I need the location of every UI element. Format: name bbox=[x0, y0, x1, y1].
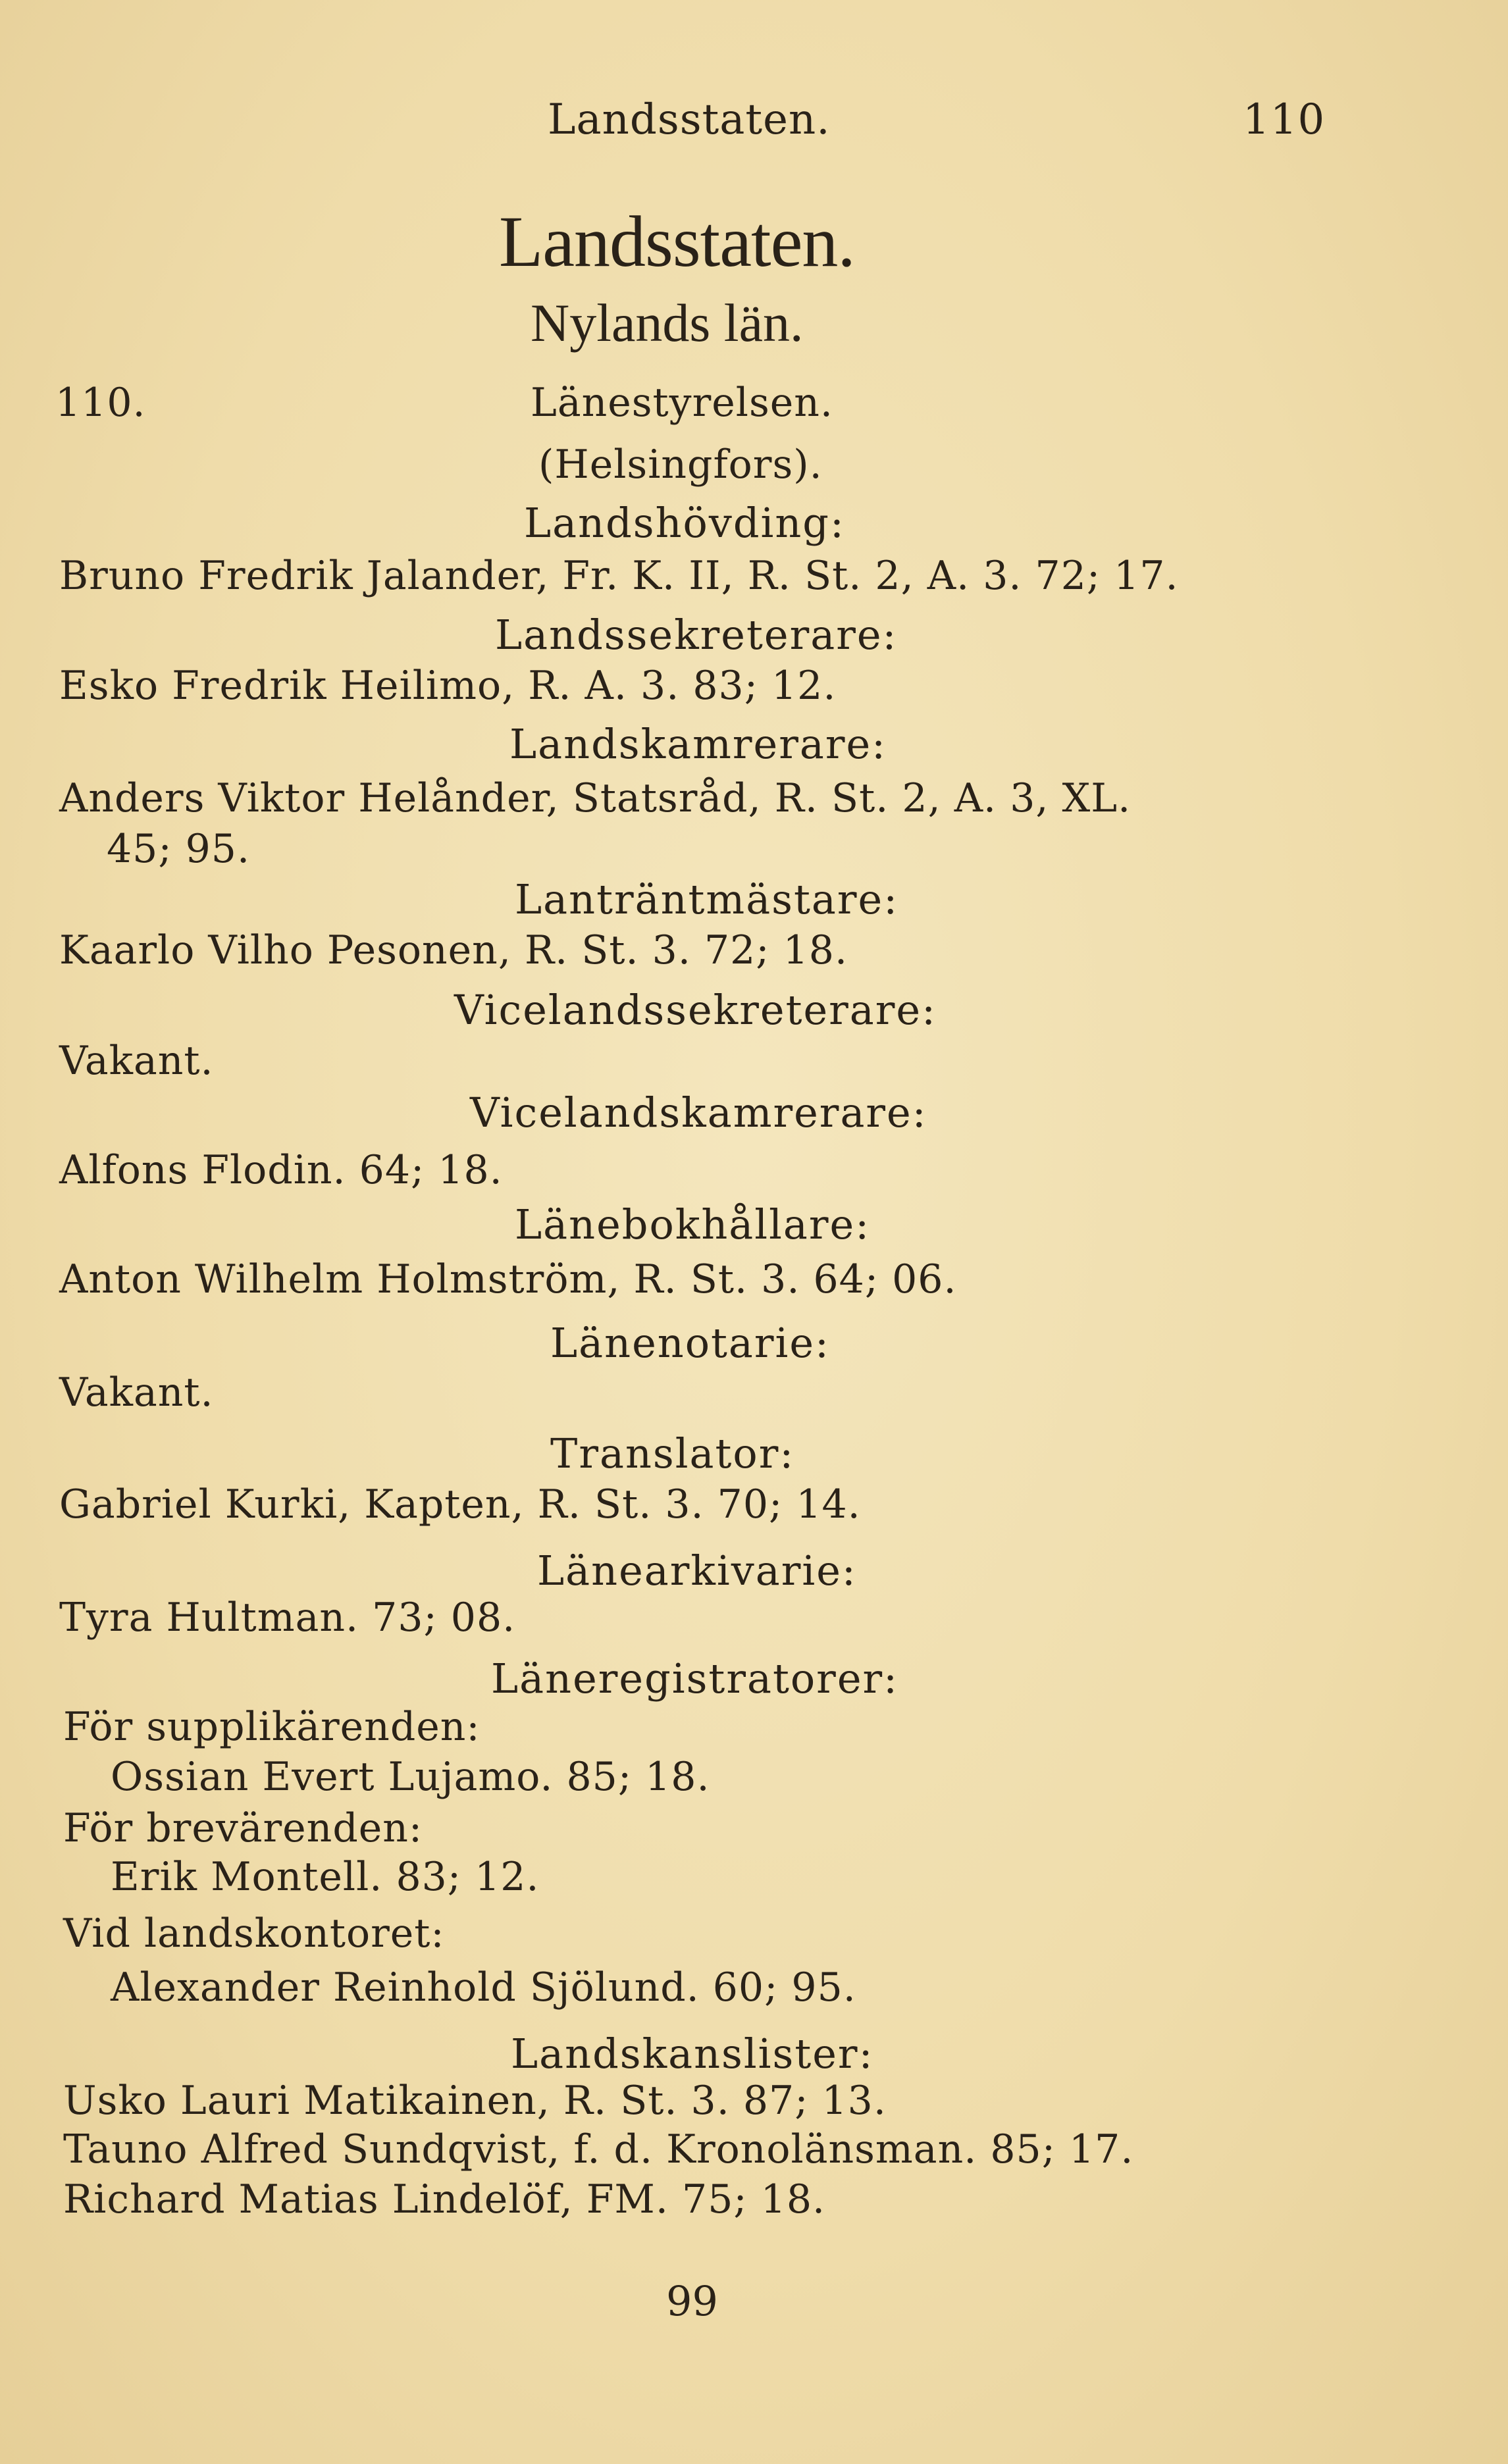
section-heading: Länearkivarie: bbox=[537, 1547, 857, 1595]
section-heading: Länebokhållare: bbox=[515, 1200, 871, 1248]
entry: Erik Montell. 83; 12. bbox=[111, 1854, 540, 1900]
office-name: Länestyrelsen. bbox=[531, 380, 833, 426]
footer-page-number: 99 bbox=[666, 2277, 718, 2325]
page-subtitle: Nylands län. bbox=[531, 293, 804, 353]
item-number: 110. bbox=[55, 380, 146, 426]
running-title: Landsstaten. bbox=[548, 95, 831, 144]
entry: Tyra Hultman. 73; 08. bbox=[59, 1595, 516, 1641]
entry: Anders Viktor Helånder, Statsråd, R. St. 2, A. 3, XL. bbox=[59, 775, 1131, 821]
entry: 45; 95. bbox=[107, 826, 251, 872]
entry: Gabriel Kurki, Kapten, R. St. 3. 70; 14. bbox=[59, 1481, 861, 1527]
section-heading: Landshövding: bbox=[524, 499, 845, 547]
entry: Tauno Alfred Sundqvist, f. d. Kronolänsman. 85; 17. bbox=[63, 2126, 1134, 2172]
section-heading: Landskamrerare: bbox=[509, 720, 887, 768]
header-page-number: 110 bbox=[1243, 95, 1326, 144]
section-heading: Länenotarie: bbox=[550, 1319, 830, 1367]
entry: Alfons Flodin. 64; 18. bbox=[59, 1147, 503, 1193]
entry: Vakant. bbox=[59, 1370, 214, 1416]
entry: Vakant. bbox=[59, 1038, 214, 1084]
section-heading: Landskanslister: bbox=[511, 2030, 874, 2078]
section-heading: Landssekreterare: bbox=[495, 611, 898, 659]
subheading: För brevärenden: bbox=[63, 1805, 423, 1851]
page-title: Landsstaten. bbox=[499, 201, 855, 282]
entry: Usko Lauri Matikainen, R. St. 3. 87; 13. bbox=[63, 2078, 887, 2124]
entry: Anton Wilhelm Holmström, R. St. 3. 64; 06. bbox=[59, 1256, 957, 1302]
section-heading: Vicelandskamrerare: bbox=[470, 1089, 927, 1137]
entry: Kaarlo Vilho Pesonen, R. St. 3. 72; 18. bbox=[59, 927, 848, 973]
office-location: (Helsingfors). bbox=[538, 442, 823, 488]
section-heading: Läneregistratorer: bbox=[491, 1655, 899, 1703]
subheading: Vid landskontoret: bbox=[63, 1911, 445, 1957]
entry: Richard Matias Lindelöf, FM. 75; 18. bbox=[63, 2176, 826, 2222]
entry: Esko Fredrik Heilimo, R. A. 3. 83; 12. bbox=[59, 663, 837, 709]
section-heading: Translator: bbox=[550, 1429, 795, 1477]
section-heading: Vicelandssekreterare: bbox=[454, 986, 937, 1034]
entry: Bruno Fredrik Jalander, Fr. K. II, R. St. 2, A. 3. 72; 17. bbox=[59, 553, 1179, 599]
entry: Alexander Reinhold Sjölund. 60; 95. bbox=[111, 1964, 856, 2011]
entry: Ossian Evert Lujamo. 85; 18. bbox=[111, 1754, 710, 1800]
subheading: För supplikärenden: bbox=[63, 1704, 481, 1750]
section-heading: Lanträntmästare: bbox=[515, 875, 899, 923]
